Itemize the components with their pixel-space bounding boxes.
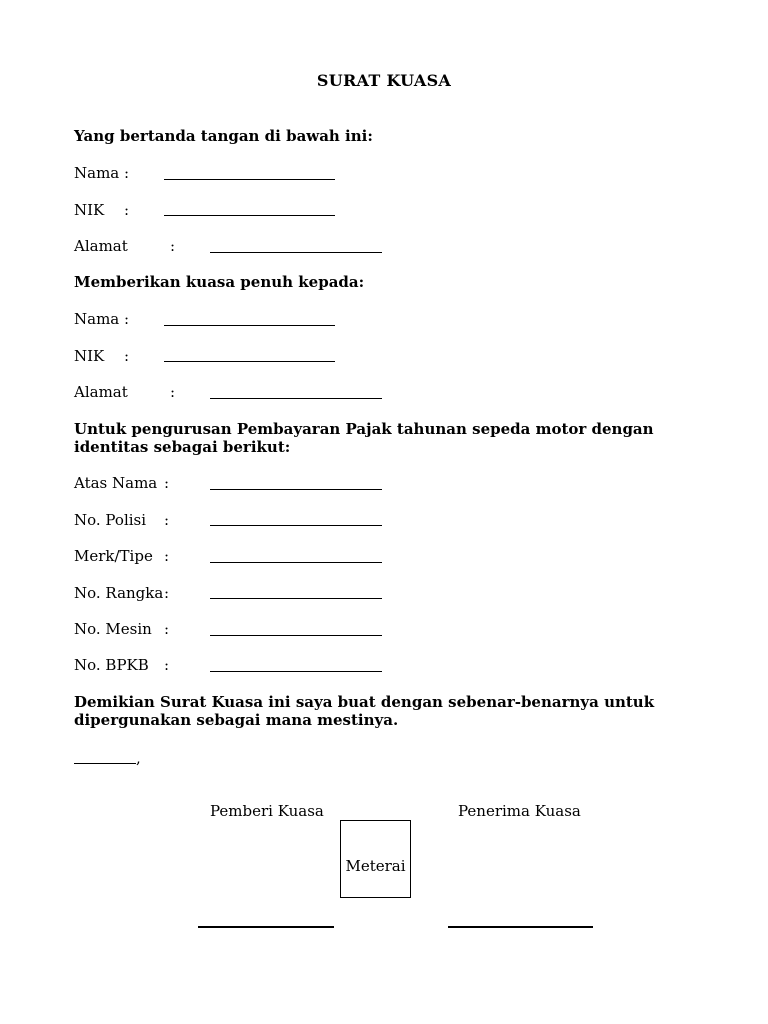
grantee-alamat-blank [210,398,382,399]
grantor-alamat-label: Alamat [74,237,128,255]
vehicle-field-label: No. Polisi [74,511,147,529]
grantor-nik-colon: : [124,201,130,219]
vehicle-field-colon: : [164,547,170,565]
vehicle-field-blank [210,562,382,563]
place-date-blank [74,763,136,764]
grantor-nama-label: Nama : [74,164,130,182]
purpose-line: identitas sebagai berikut: [74,438,291,456]
closing-line: dipergunakan sebagai mana mestinya. [74,711,399,729]
vehicle-field-label: Atas Nama [74,474,158,492]
meterai-label: Meterai [345,857,406,875]
place-date-comma: , [136,749,141,767]
grantee-nik-label: NIK [74,347,105,365]
vehicle-field-label: No. Mesin [74,620,152,638]
purpose-paragraph [74,420,674,456]
purpose-line: Untuk pengurusan Pembayaran Pajak tahunan sepeda motor dengan [74,420,654,438]
vehicle-field-colon: : [164,620,170,638]
grantee-nik-colon: : [124,347,130,365]
meterai-stamp-box [340,820,411,898]
receiver-signature-line [448,926,593,928]
vehicle-field-blank [210,489,382,490]
grantee-alamat-colon: : [170,383,176,401]
vehicle-field-blank [210,525,382,526]
vehicle-field-blank [210,635,382,636]
vehicle-field-colon: : [164,584,170,602]
vehicle-field-colon: : [164,511,170,529]
grantee-alamat-label: Alamat [74,383,128,401]
vehicle-field-label: No. BPKB [74,656,149,674]
receiver-label: Penerima Kuasa [458,802,581,820]
grantor-alamat-blank [210,252,382,253]
grantee-nama-blank [164,325,335,326]
grantor-nik-label: NIK [74,201,105,219]
intro-text: Yang bertanda tangan di bawah ini: [74,127,373,145]
vehicle-field-colon: : [164,656,170,674]
grantee-nama-label: Nama : [74,310,130,328]
closing-line: Demikian Surat Kuasa ini saya buat dengan sebenar-benarnya untuk [74,693,655,711]
vehicle-field-blank [210,598,382,599]
vehicle-field-colon: : [164,474,170,492]
grantor-alamat-colon: : [170,237,176,255]
grantor-nama-blank [164,179,335,180]
giver-signature-line [198,926,334,928]
grant-heading: Memberikan kuasa penuh kepada: [74,273,365,291]
grantee-nik-blank [164,361,335,362]
document-title: SURAT KUASA [316,71,452,90]
closing-paragraph [74,693,674,729]
vehicle-field-blank [210,671,382,672]
giver-label: Pemberi Kuasa [210,802,324,820]
grantor-nik-blank [164,215,335,216]
vehicle-field-label: No. Rangka [74,584,164,602]
vehicle-field-label: Merk/Tipe [74,547,153,565]
